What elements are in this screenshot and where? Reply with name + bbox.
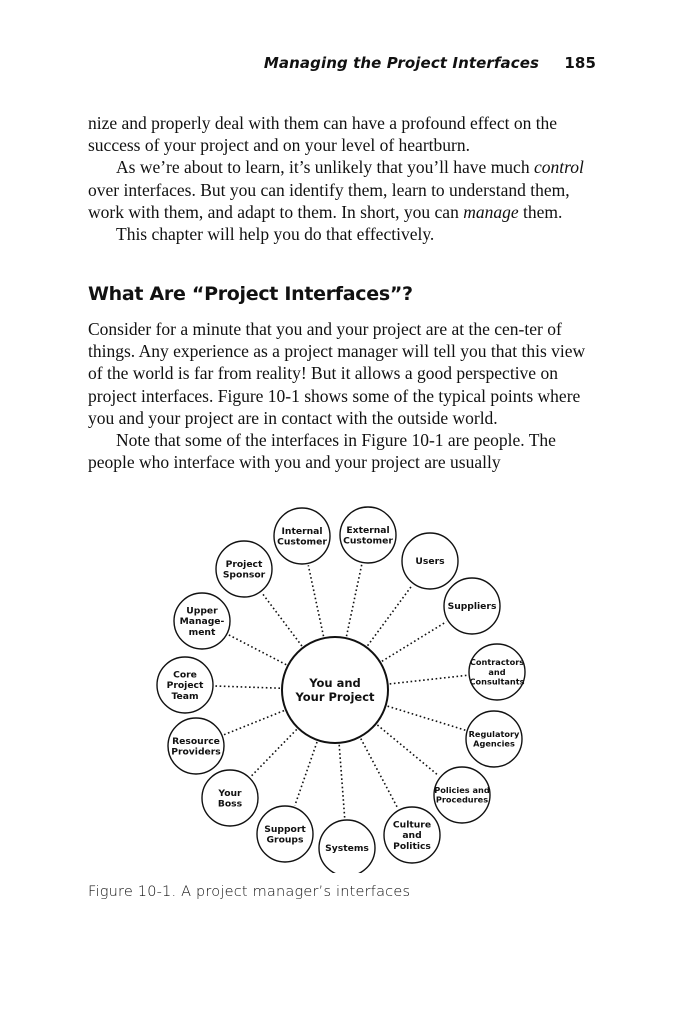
paragraph-2-part-3: them. — [518, 201, 563, 222]
dotted-connector — [377, 725, 439, 776]
interface-node-label-line: and — [402, 830, 422, 842]
interface-node-label-line: Providers — [171, 746, 221, 758]
dotted-connector — [308, 565, 323, 636]
interface-node-label-line: Politics — [393, 841, 431, 853]
dotted-connector — [339, 745, 345, 818]
interface-node-label — [469, 729, 520, 749]
interface-node-label — [343, 525, 393, 547]
figure-caption: Figure 10-1. A project manager’s interfaces — [88, 884, 411, 900]
interface-node-label-line: Your — [218, 787, 242, 799]
interface-node-label-line: Contractors — [469, 657, 525, 668]
interface-node-label-line: Policies and — [434, 785, 490, 795]
interface-node-label-line: Consultants — [469, 676, 525, 687]
dotted-connector — [382, 622, 447, 662]
interface-node-label-line: and — [488, 666, 506, 677]
interface-node-label-line: Customer — [277, 536, 327, 548]
interface-node-label-line: Suppliers — [447, 601, 497, 613]
dotted-connector — [229, 635, 287, 665]
dotted-connector — [251, 729, 297, 776]
paragraph-5: Note that some of the interfaces in Figure 10-1 are people. The people who interface with you and your project are usually — [88, 430, 556, 473]
interface-node-label-line: Systems — [325, 843, 369, 855]
dotted-connector — [368, 585, 413, 646]
paragraph-2 — [88, 156, 598, 223]
interface-node-label — [325, 843, 369, 854]
paragraph-4: Consider for a minute that you and your project are at the cen-ter of things. Any experience as a project manager will tell you that this view of the world is far from reality! But it allows a good perspective on project interfaces. Figure 10-1 shows some of the typical points where you and your project are in contact with the outside world. — [88, 319, 586, 428]
dotted-connector — [215, 686, 280, 688]
interface-node-label-line: ment — [188, 627, 216, 639]
center-node-label-line: You and — [309, 676, 361, 691]
interface-node-label-line: Support — [264, 823, 306, 835]
interface-node-label-line: Core — [173, 669, 197, 681]
interface-node-label-line: Procedures — [435, 794, 489, 805]
interface-node-label-line: Manage- — [179, 616, 225, 628]
section-text — [88, 318, 598, 473]
interface-node-label — [171, 736, 221, 758]
interface-node-label-line: Agencies — [473, 738, 515, 749]
dotted-connector — [361, 739, 398, 809]
interface-node-label — [277, 526, 327, 548]
interface-node-label — [223, 559, 266, 581]
interface-node-label-line: Customer — [343, 535, 393, 547]
page-number: 185 — [564, 54, 596, 72]
emphasis-manage: manage — [463, 201, 519, 222]
interface-node-label — [448, 601, 497, 612]
running-title: Managing the Project Interfaces — [263, 54, 540, 72]
interfaces-diagram — [150, 505, 530, 873]
interface-node-label-line: Groups — [266, 834, 304, 846]
interface-node-label-line: Internal — [281, 525, 323, 537]
dotted-connector — [388, 706, 466, 730]
interface-node-label-line: External — [346, 524, 390, 536]
paragraph-2-part-2: over interfaces. But you can identify them, learn to understand them, work with them, and adapt to them. In short, you can — [88, 179, 570, 222]
emphasis-control: control — [533, 157, 584, 178]
dotted-connector — [347, 564, 362, 636]
interface-node-label-line: Resource — [172, 735, 220, 747]
interface-node-label-line: Culture — [392, 819, 432, 831]
dotted-connector — [224, 711, 284, 735]
interface-node-label-line: Boss — [217, 798, 243, 810]
dotted-connector — [295, 742, 317, 806]
interface-node-label — [434, 785, 490, 805]
interface-node-label-line: Project — [166, 680, 204, 692]
interface-node-label-line: Regulatory — [468, 729, 520, 739]
paragraph-1: nize and properly deal with them can have a profound effect on the success of your project and on your level of heartburn. — [88, 113, 558, 156]
interface-node-label — [415, 556, 445, 567]
interface-node-label-line: Sponsor — [222, 569, 266, 581]
interface-node-label — [217, 788, 242, 810]
interface-node-label-line: Users — [415, 556, 445, 568]
paragraph-2-part-1: As we’re about to learn, it’s unlikely that you’ll have much — [116, 157, 534, 178]
center-node-label-line: Your Project — [295, 689, 375, 704]
dotted-connector — [390, 675, 468, 684]
interface-node-label-line: Project — [225, 558, 263, 570]
interface-node-label-line: Upper — [186, 605, 218, 617]
running-header — [264, 54, 596, 72]
section-title: What Are “Project Interfaces”? — [88, 283, 413, 305]
dotted-connector — [262, 593, 302, 646]
interface-node-label-line: Team — [171, 691, 199, 703]
interface-node-label — [264, 824, 306, 846]
intro-text — [88, 112, 598, 245]
paragraph-3: This chapter will help you do that effectively. — [116, 224, 435, 245]
